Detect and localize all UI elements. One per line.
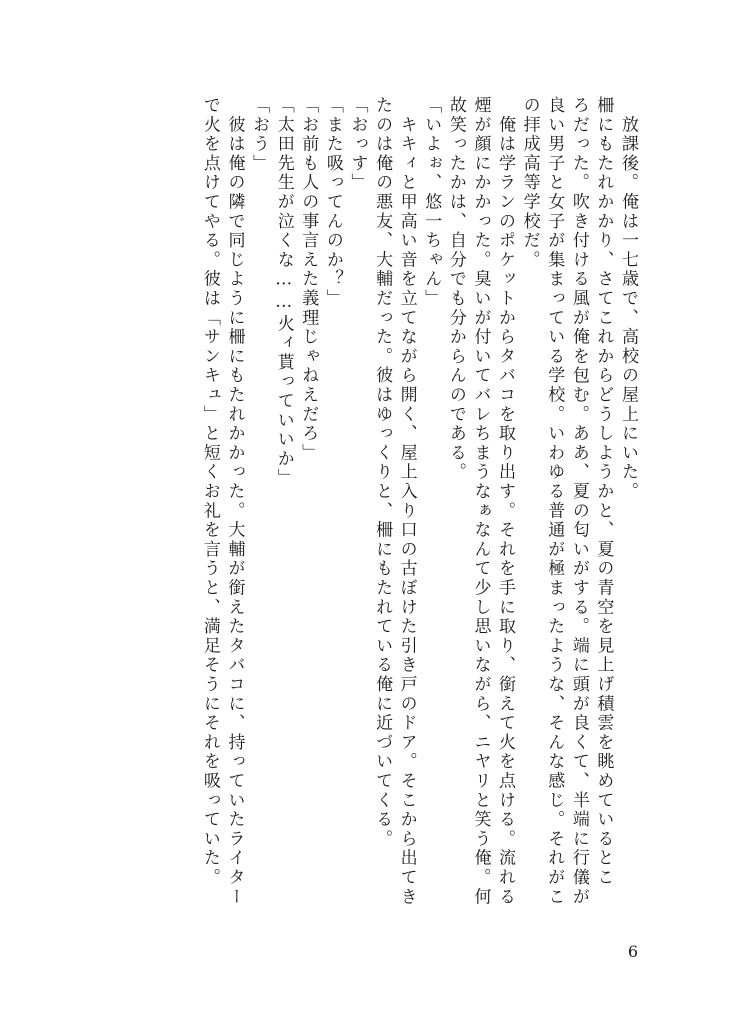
text-line: ろだった。吹き付ける風が俺を包む。ああ、夏の匂いがする。端に頭が良くて、半端に行儀が xyxy=(568,96,589,907)
text-line: 良い男子と女子が集まっている学校。いわゆる普通が極まったような、そんな感じ。それがこ xyxy=(544,96,565,907)
text-line: 「いよぉ、悠一ちゃん」 xyxy=(421,96,442,309)
text-line: たのは俺の悪友、大輔だった。彼はゆっくりと、柵にもたれている俺に近づいてくる。 xyxy=(372,96,393,849)
text-line: 「太田先生が泣くな……火ィ貰っていいか」 xyxy=(273,96,294,488)
text-line: 煙が顔にかかった。臭いが付いてバレちまうなぁなんて少し思いながら、ニヤリと笑う俺。何 xyxy=(470,96,491,907)
text-line: 「おう」 xyxy=(249,96,270,174)
text-line: 柵にもたれかかり、さてこれからどうしようかと、夏の青空を見上げ積雲を眺めているとこ xyxy=(593,96,614,888)
text-line: 「また吸ってんのか？」 xyxy=(322,96,343,309)
text-line: 彼は俺の隣で同じように柵にもたれかかった。大輔が銜えたタバコに、持っていたライター xyxy=(224,96,245,907)
text-line: 「お前も人の事言えた義理じゃねえだろ」 xyxy=(298,96,319,463)
page-number: 6 xyxy=(627,942,638,961)
text-line: 放課後。俺は一七歳で、高校の屋上にいた。 xyxy=(618,96,638,502)
body-text xyxy=(200,96,638,936)
text-line: 故笑ったかは、自分でも分からんのである。 xyxy=(445,96,466,482)
text-line: 俺は学ランのポケットからタバコを取り出す。それを手に取り、銜えて火を点ける。流れる xyxy=(495,96,516,907)
text-line: で火を点けてやる。彼は「サンキュ」と短くお礼を言うと、満足そうにそれを吸っていた。 xyxy=(199,96,220,888)
text-line: キキィと甲高い音を立てながら開く、屋上入り口の古ぼけた引き戸のドア。そこから出てき xyxy=(396,96,417,907)
text-line: の拝成高等学校だ。 xyxy=(519,96,540,270)
text-line: 「おっす」 xyxy=(347,96,368,193)
